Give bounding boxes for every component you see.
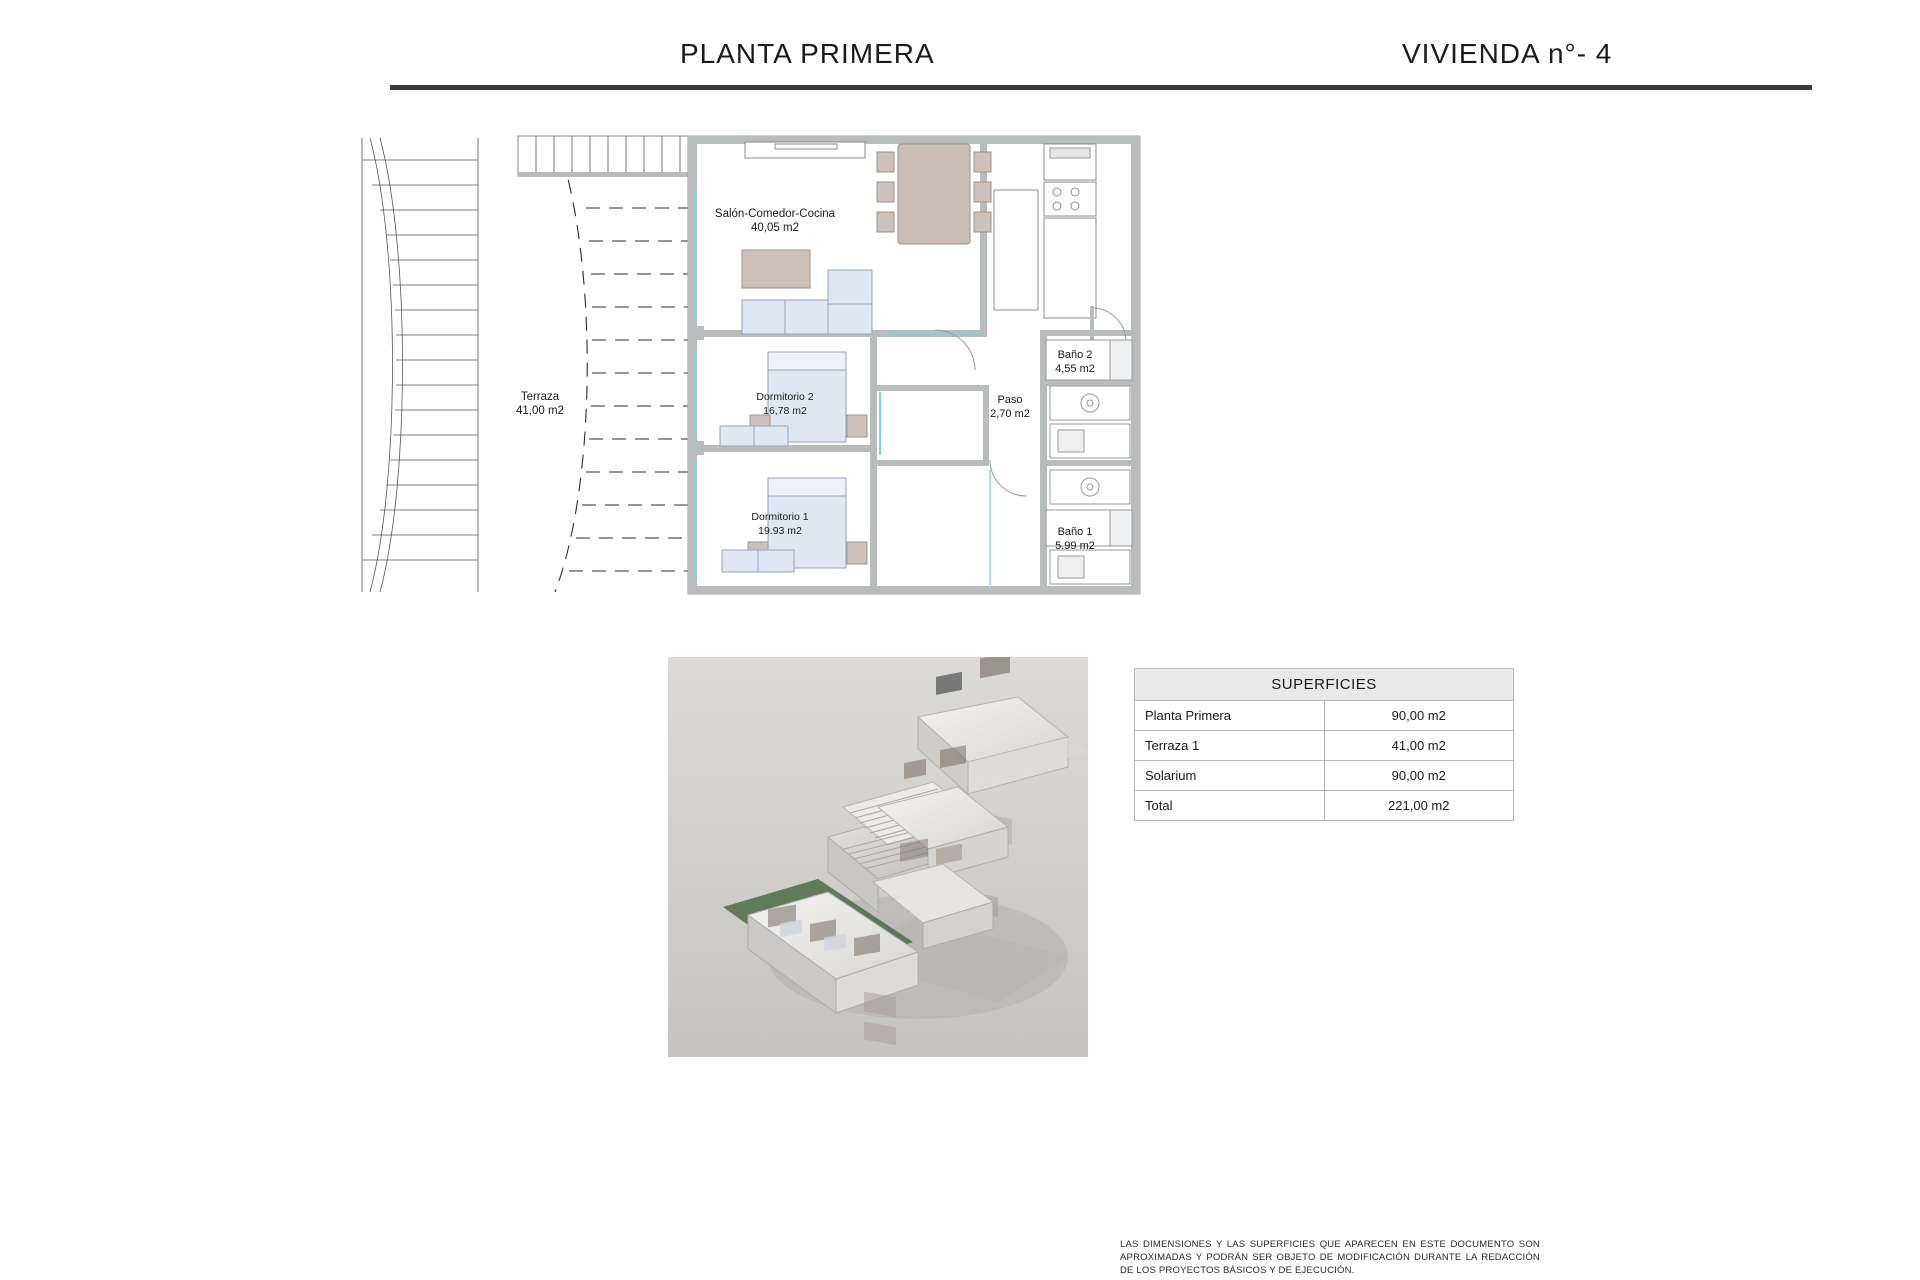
table-row [1135,731,1514,761]
table-cell-value: 41,00 m2 [1324,731,1514,761]
terrace-projection-lines [555,136,690,592]
disclaimer-note: LAS DIMENSIONES Y LAS SUPERFICIES QUE APARECEN EN ESTE DOCUMENTO SON APROXIMADAS Y PODRÁN SER OBJETO DE MODIFICACIÓN DURANTE LA REDACCIÓN DE LOS PROYECTOS BÁSICOS Y DE EJECUCIÓN. [1120,1239,1540,1276]
room-label-dormitorio-1: Dormitorio 1 19.93 m2 [751,511,809,537]
header-divider [390,85,1812,90]
sheet-header [390,38,1820,98]
table-row [1135,791,1514,821]
table-cell-label: Total [1135,791,1325,821]
terrace-walls [518,172,690,177]
building-3d-render [668,657,1088,1057]
room-label-dormitorio-2: Dormitorio 2 16,78 m2 [756,391,814,417]
room-label-terraza: Terraza 41,00 m2 [516,391,564,417]
table-cell-value: 90,00 m2 [1324,761,1514,791]
table-cell-label: Planta Primera [1135,701,1325,731]
table-cell-label: Terraza 1 [1135,731,1325,761]
table-header-row [1135,669,1514,701]
page-title-floor: PLANTA PRIMERA [680,38,935,69]
table-cell-value: 90,00 m2 [1324,701,1514,731]
table-row [1135,761,1514,791]
table-cell-label: Solarium [1135,761,1325,791]
areas-table-wrapper [1134,668,1514,821]
table-cell-value: 221,00 m2 [1324,791,1514,821]
areas-table [1134,668,1514,821]
render-illustration [668,657,1088,1057]
table-title: SUPERFICIES [1135,669,1514,701]
room-label-bano-2: Baño 2 4,55 m2 [1055,349,1095,375]
terrace-hatch [362,138,478,592]
room-label-salon: Salón-Comedor-Cocina 40,05 m2 [714,208,836,234]
floor-plan-drawing [350,130,1160,600]
table-row [1135,701,1514,731]
room-label-paso: Paso 2,70 m2 [990,394,1030,420]
page-title-unit: VIVIENDA n°- 4 [1402,38,1613,69]
stair-run [518,136,690,176]
room-label-bano-1: Baño 1 5.99 m2 [1055,526,1095,552]
